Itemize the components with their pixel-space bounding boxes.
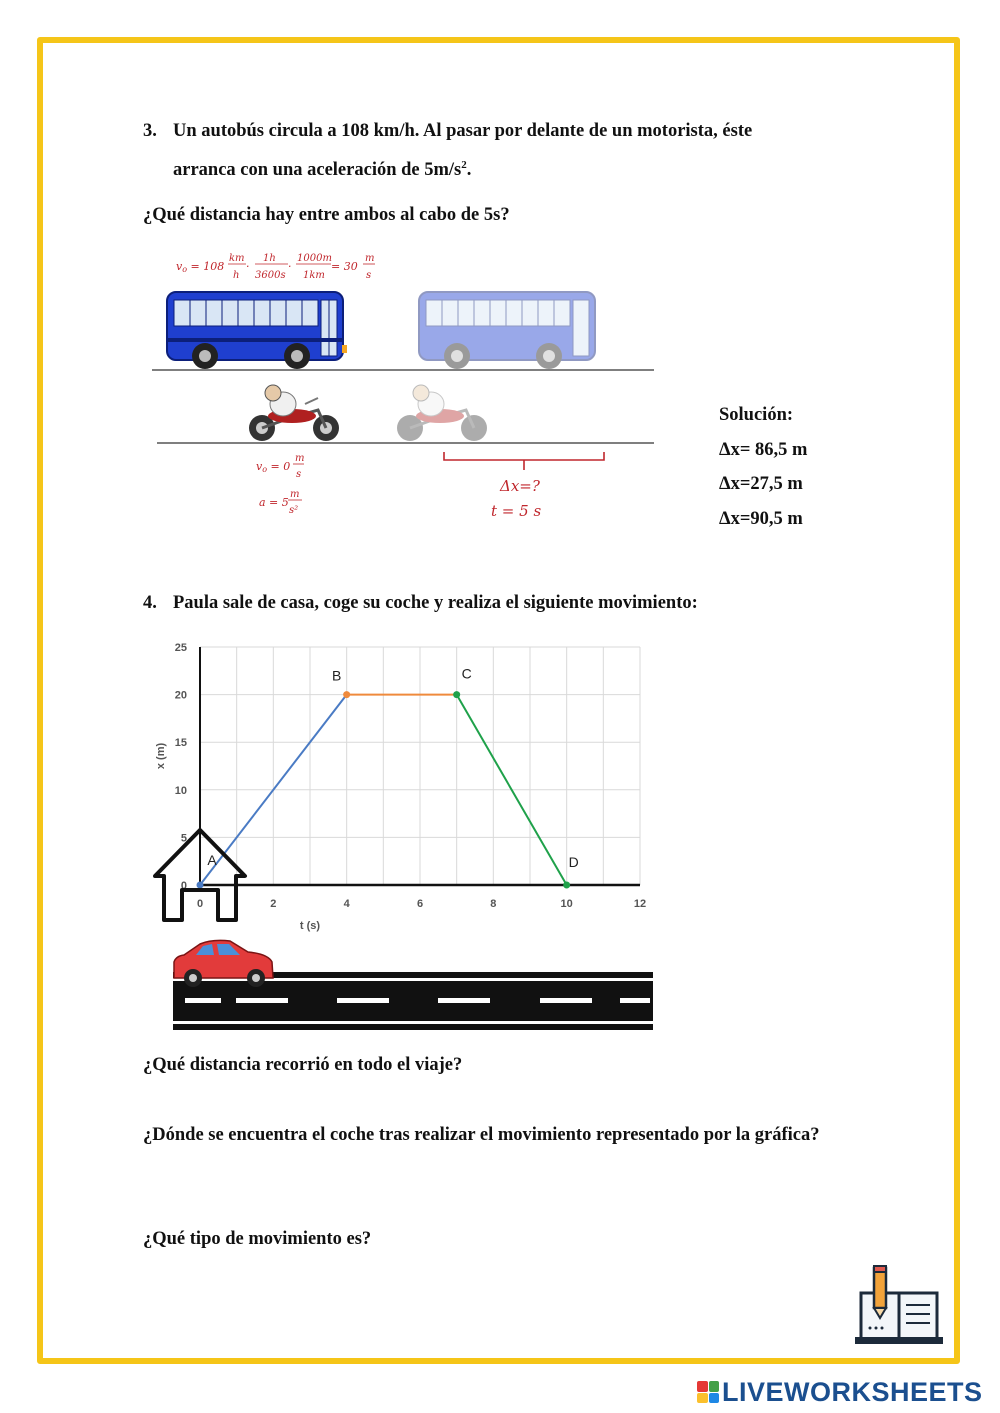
x-tick-label: 4 <box>343 898 350 910</box>
svg-text:·: · <box>288 260 292 273</box>
x-tick-label: 12 <box>633 898 647 910</box>
svg-text:3600s: 3600s <box>255 270 286 281</box>
solution-option-1: Δx= 86,5 m <box>719 439 808 460</box>
y-tick-label: 25 <box>174 642 187 654</box>
svg-text:m: m <box>290 489 300 500</box>
y-tick-label: 0 <box>180 880 187 892</box>
y-tick-label: 10 <box>174 784 187 797</box>
svg-text:km: km <box>229 253 245 264</box>
logo-mark-icon <box>697 1381 719 1403</box>
svg-text:vo = 108: vo = 108 <box>176 260 225 274</box>
y-tick-label: 5 <box>180 832 187 845</box>
question-4-text: Paula sale de casa, coge su coche y realiza el siguiente movimiento: <box>173 593 698 613</box>
svg-text:m: m <box>365 253 375 264</box>
svg-text:h: h <box>233 270 240 281</box>
logo-text: LIVEWORKSHEETS <box>722 1376 983 1407</box>
x-tick-label: 6 <box>416 898 424 910</box>
question-3-line2-end: . <box>466 160 472 181</box>
svg-text:1km: 1km <box>303 270 325 281</box>
time-label: t = 5 s <box>491 502 542 520</box>
question-3-line2: arranca con una aceleración de 5m/s <box>173 160 462 181</box>
x-axis-label: t (s) <box>299 920 321 932</box>
delta-x-label: Δx=? <box>500 477 540 495</box>
question-3-number: 3. <box>143 121 157 141</box>
svg-text:m: m <box>295 453 305 464</box>
solution-option-2: Δx=27,5 m <box>719 474 803 494</box>
x-tick-label: 8 <box>490 898 497 910</box>
question-3-line1: Un autobús circula a 108 km/h. Al pasar por delante de un motorista, éste <box>173 121 753 141</box>
point-label: B <box>331 667 342 684</box>
x-tick-label: 10 <box>560 898 573 910</box>
svg-text:vo = 0: vo = 0 <box>256 460 291 474</box>
solution-title: Solución: <box>719 405 794 425</box>
point-label: C <box>461 665 472 682</box>
question-4c: ¿Qué tipo de movimiento es? <box>143 1229 372 1249</box>
svg-text:a = 5: a = 5 <box>259 496 289 509</box>
x-tick-label: 0 <box>196 898 204 910</box>
svg-text:1000m: 1000m <box>297 253 332 264</box>
question-4a: ¿Qué distancia recorrió en todo el viaje? <box>143 1055 463 1075</box>
svg-text:s: s <box>366 270 372 281</box>
x-tick-label: 2 <box>270 898 277 910</box>
svg-text:1h: 1h <box>263 253 276 264</box>
question-3-subquestion: ¿Qué distancia hay entre ambos al cabo de 5s? <box>143 205 510 225</box>
svg-text:·: · <box>246 260 250 273</box>
svg-text:s²: s² <box>289 505 299 516</box>
question-4-number: 4. <box>143 593 157 613</box>
y-tick-label: 20 <box>174 689 187 702</box>
point-label: A <box>207 852 217 868</box>
svg-text:s: s <box>296 469 302 480</box>
y-tick-label: 15 <box>174 737 187 750</box>
liveworksheets-logo <box>697 1377 983 1407</box>
point-label: D <box>568 854 579 870</box>
y-axis-label: x (m) <box>155 742 167 770</box>
exponent: 2 <box>461 159 467 171</box>
solution-option-3: Δx=90,5 m <box>719 508 803 529</box>
svg-text:= 30: = 30 <box>331 260 358 273</box>
question-4b: ¿Dónde se encuentra el coche tras realizar el movimiento representado por la gráfica? <box>143 1125 820 1145</box>
